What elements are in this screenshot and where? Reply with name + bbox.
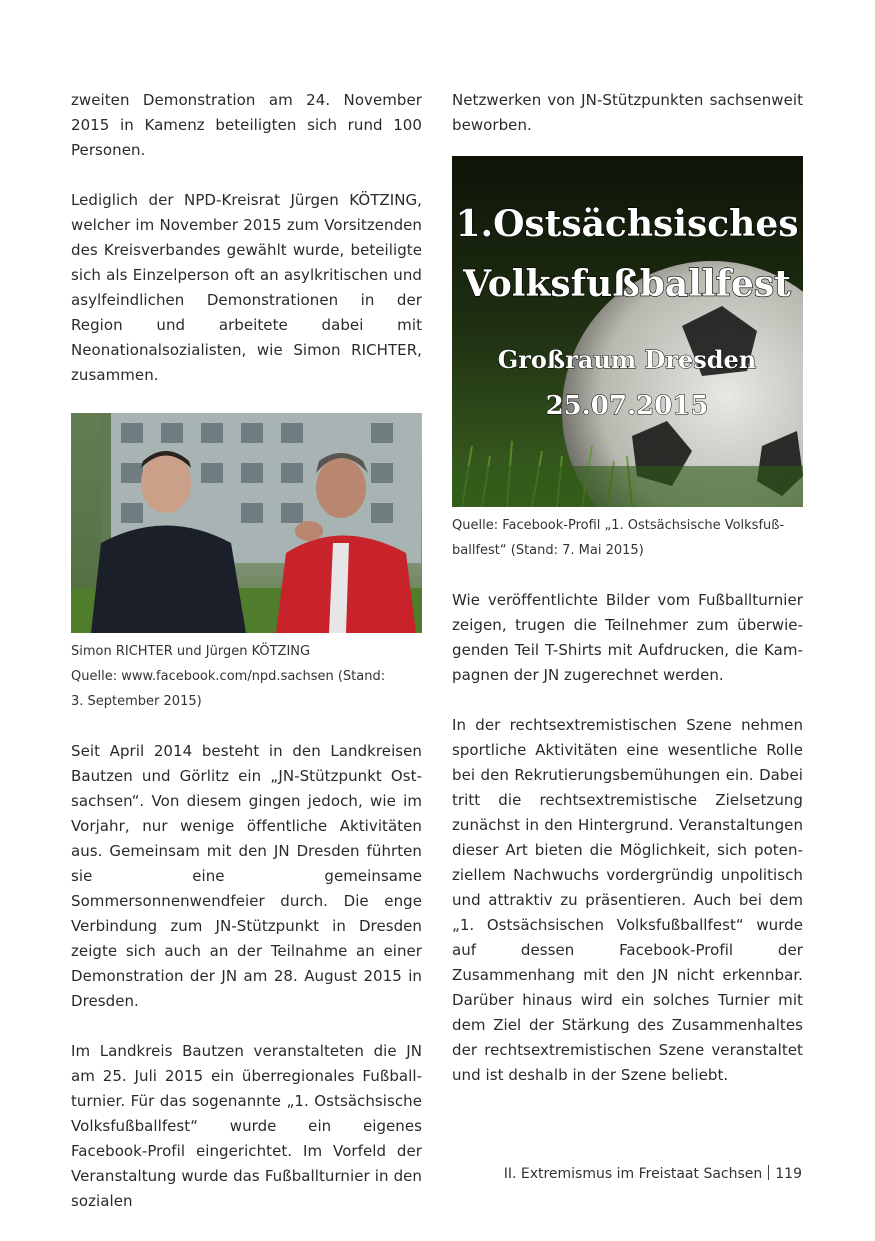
paragraph-sportliche-aktivitaeten: In der rechtsextremistischen Szene nehmen sportliche Aktivitäten eine wesentliche Rolle bei den Rekrutierungsbemühungen ein. Dabei tritt die rechtsextremistische Zielsetzung zunächst in den Hintergrund. Veranstaltungen dieser Art bieten die Möglichkeit, sich potenziellem Nachwuchs vordergründig unpolitisch und attraktiv zu präsentieren. Auch bei dem „1. Ostsächsischen Volksfußballfest“ wurde auf dessen Facebook-Profil der Zusammenhang mit den JN nicht erkennbar. Darüber hinaus wird ein solches Turnier mit dem Ziel der Stärkung des Zusammenhaltes der rechtsextremistischen Szene veranstaltet und ist deshalb in der Szene beliebt. bbox=[452, 716, 803, 1084]
paragraph-jn-stuetzpunkt: Seit April 2014 besteht in den Landkreisen Bautzen und Görlitz ein „JN-Stützpunkt Ostsachsen“. Von diesem gingen jedoch, wie im Vorjahr, nur wenige öffentliche Aktivitäten aus. Gemeinsam mit den JN Dresden führten sie eine gemeinsame Sommersonnenwendfeier durch. Die enge Verbindung zum JN-Stützpunkt in Dresden zeigte sich auch an der Teilnahme an einer Demonstration der JN am 28. August 2015 in Dresden. bbox=[71, 742, 422, 1010]
poster-title-line2: Volksfußballfest bbox=[463, 263, 791, 305]
paragraph-demonstration-kamenz: zweiten Demonstration am 24. November 2015 in Kamenz beteiligten sich rund 100 Personen. bbox=[71, 91, 422, 159]
photo-caption bbox=[71, 639, 422, 714]
poster-volksfussballfest bbox=[452, 156, 803, 507]
page-number: 119 bbox=[775, 1166, 802, 1182]
left-column bbox=[71, 88, 422, 1214]
footer-separator bbox=[768, 1165, 769, 1180]
right-column bbox=[452, 88, 803, 1088]
caption-source: Quelle: www.facebook.com/npd.sachsen (Stand: bbox=[71, 669, 386, 684]
caption-date: 3. September 2015) bbox=[71, 694, 202, 709]
poster-title-line1: 1.Ostsächsisches bbox=[455, 203, 799, 245]
paragraph-koetzing: Lediglich der NPD-Kreisrat Jürgen KÖTZING, welcher im November 2015 zum Vorsitzenden des Kreisverbandes gewählt wurde, beteiligte sich als Einzelperson oft an asylkritischen und asylfeindlichen Demonstrationen in der Region und arbeitete dabei mit Neonationalsozialisten, wie Simon RICHTER, zusammen. bbox=[71, 191, 422, 384]
paragraph-fussballturnier: Im Landkreis Bautzen veranstalteten die JN am 25. Juli 2015 ein überregionales Fußballturnier. Für das sogenannte „1. Ostsächsische Volksfußballfest“ wurde ein eigenes Facebook-Profil eingerichtet. Im Vorfeld der Veranstaltung wurde das Fußballturnier in den sozialen bbox=[71, 1042, 422, 1210]
photo-richter-koetzing bbox=[71, 413, 422, 633]
caption-names: Simon RICHTER und Jürgen KÖTZING bbox=[71, 644, 311, 659]
poster-caption: Quelle: Facebook-Profil „1. Ostsächsische Volksfußballfest“ (Stand: 7. Mai 2015) bbox=[452, 518, 785, 558]
paragraph-netzwerke: Netzwerken von JN-Stützpunkten sachsenweit beworben. bbox=[452, 91, 803, 134]
footer-section-title: II. Extremismus im Freistaat Sachsen bbox=[503, 1166, 763, 1182]
poster-location: Großraum Dresden bbox=[497, 345, 757, 374]
poster-date: 25.07.2015 bbox=[545, 391, 709, 421]
paragraph-t-shirts: Wie veröffentlichte Bilder vom Fußballturnier zeigen, trugen die Teilnehmer zum überwiegenden Teil T-Shirts mit Aufdrucken, die Kampagnen der JN zugerechnet werden. bbox=[452, 591, 803, 684]
page-footer bbox=[504, 1165, 802, 1182]
